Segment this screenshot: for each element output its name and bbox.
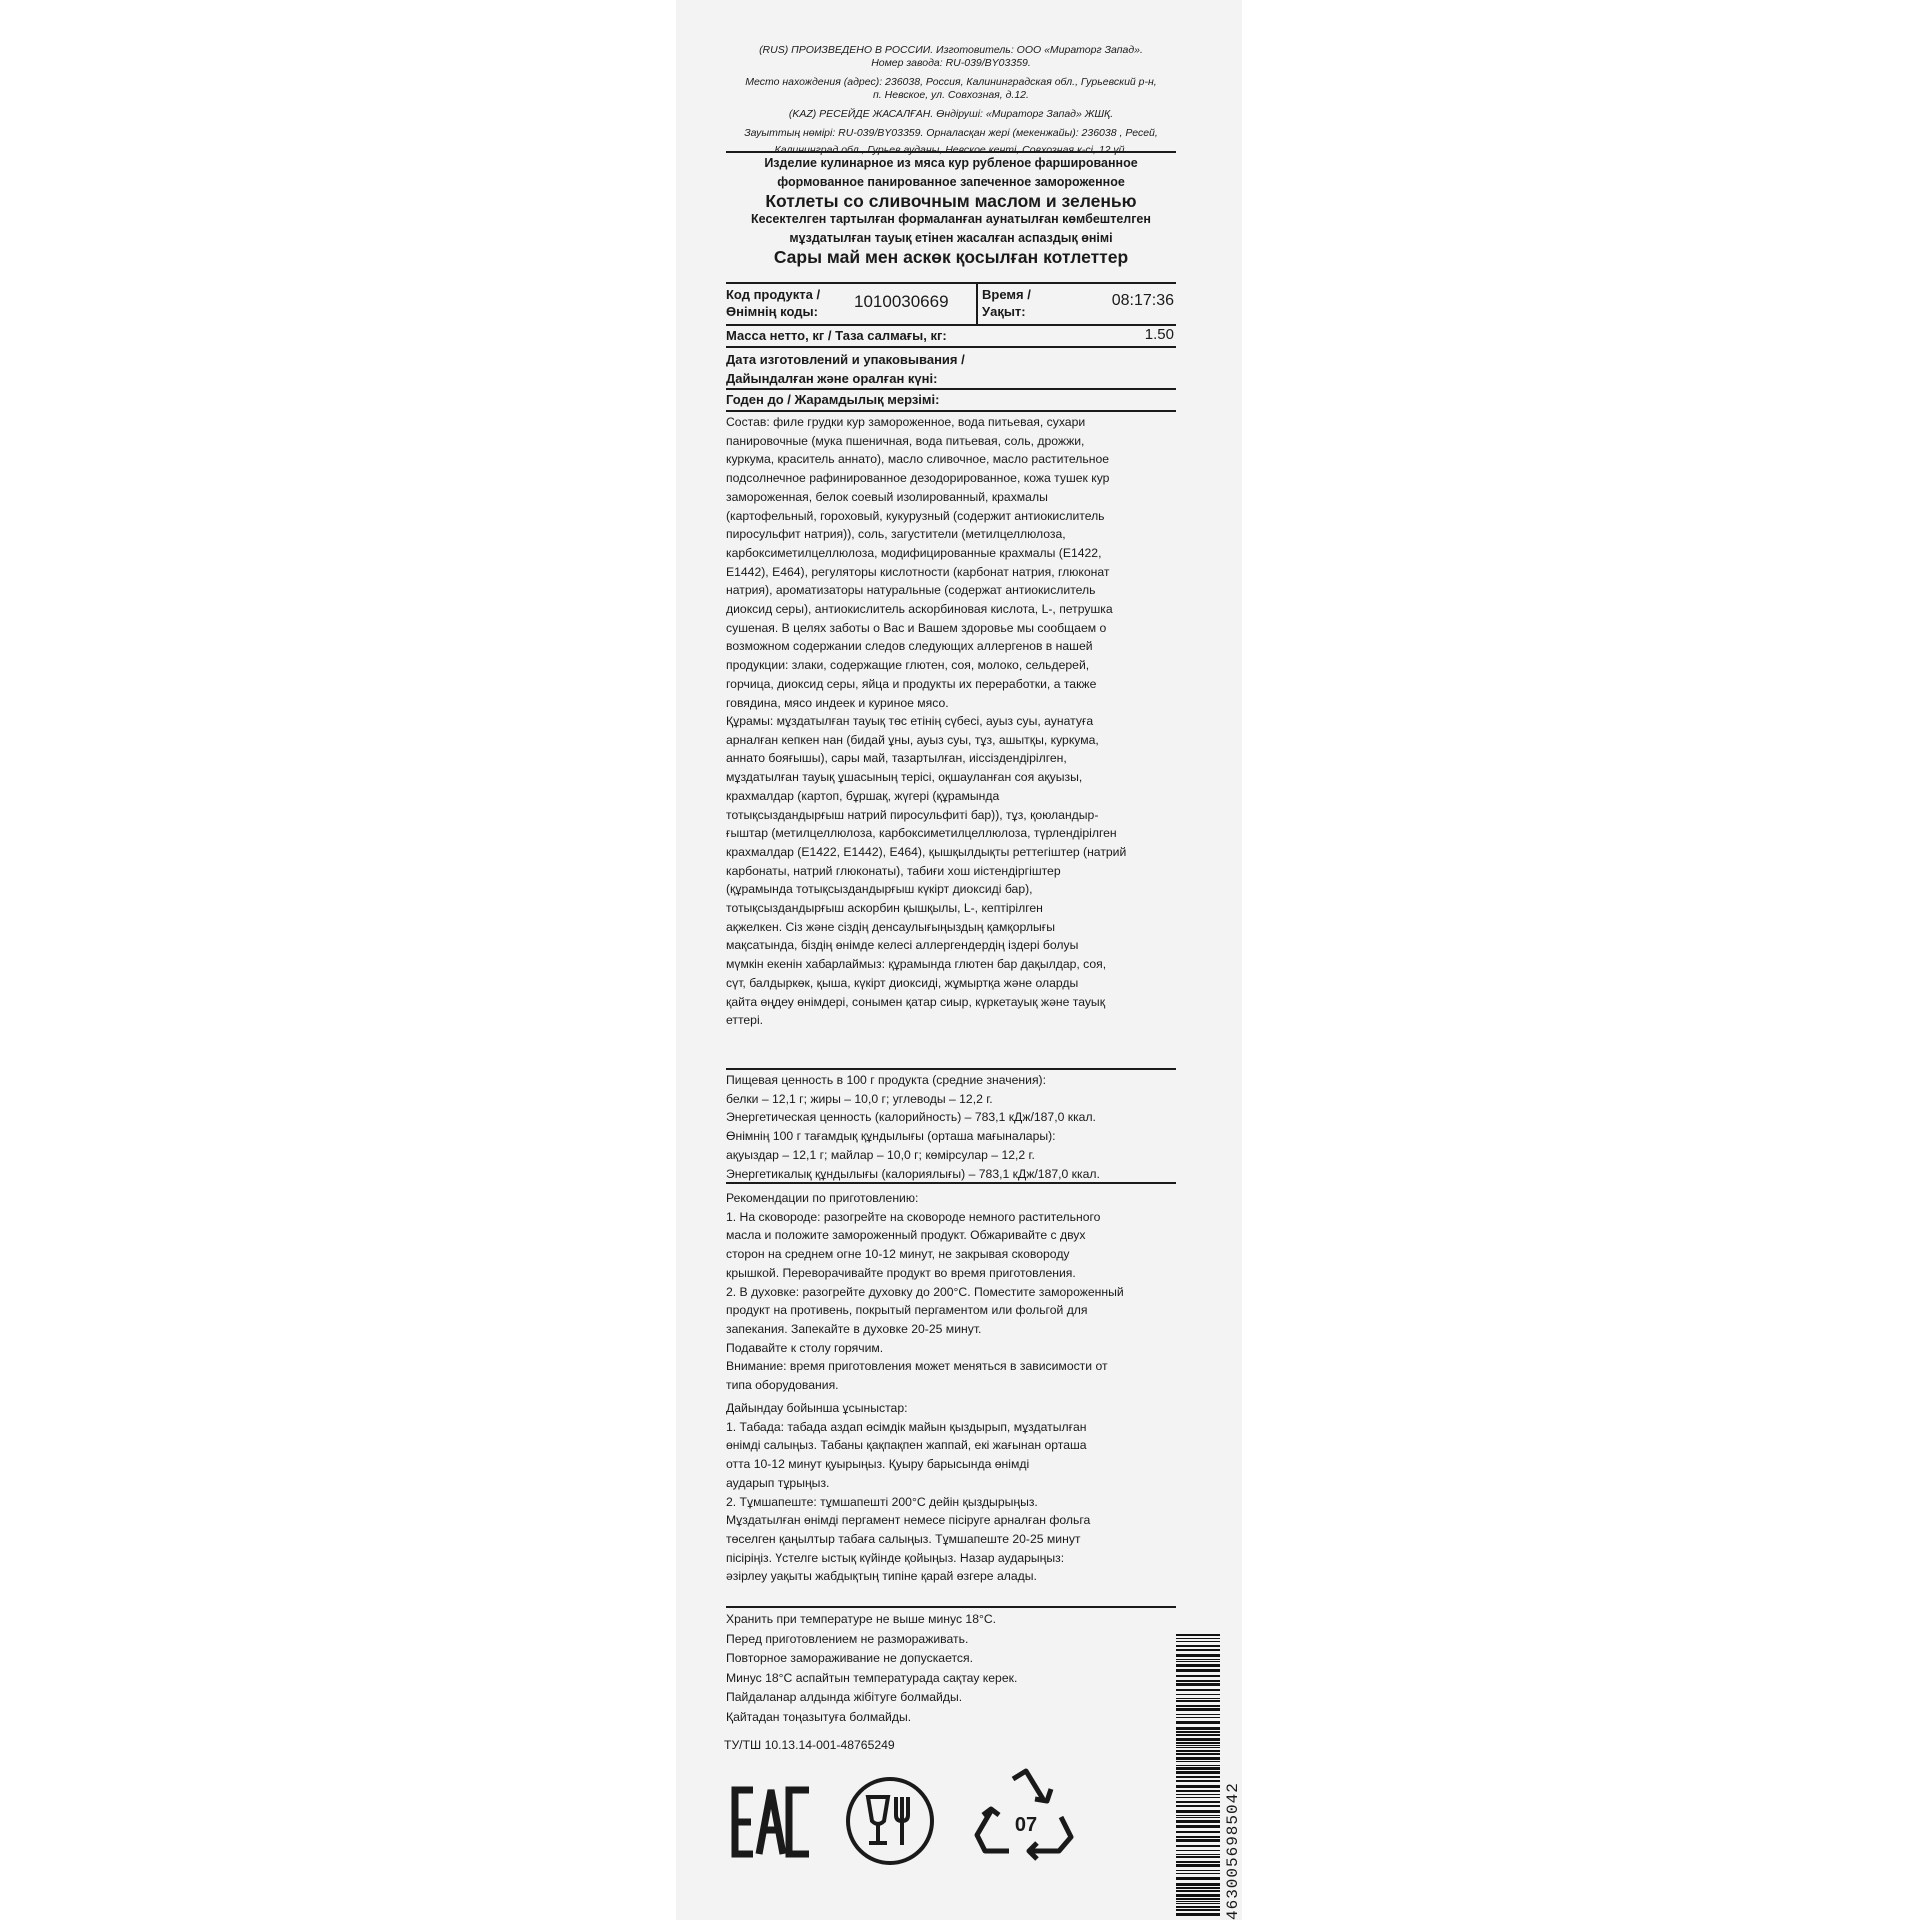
barcode-bar: [1176, 1738, 1220, 1741]
barcode-bar: [1176, 1890, 1220, 1892]
manufacturer-rus-line: (RUS) ПРОИЗВЕДЕНО В РОССИИ. Изготовитель: ООО «Мираторг Запад».: [759, 44, 1143, 56]
divider: [726, 1182, 1176, 1184]
barcode-bar: [1176, 1856, 1220, 1858]
barcode-bar: [1176, 1836, 1220, 1838]
cooking-ru: Рекомендации по приготовлению: 1. На сковороде: разогрейте на сковороде немного растительного масла и положите замороженный продукт. Обжаривайте с двух сторон на среднем огне 10-12 минут, не закрывая сковороду крышкой. Переворачивайте продукт во время приготовления. 2. В духовке: разогрейте духовку до 200°С. Поместите замороженный продукт на противень, покрытый пергаментом или фольгой для запекания. Запекайте в духовке 20-25 минут. Подавайте к столу горячим. Внимание: время приготовления может меняться в зависимости от типа оборудования.: [726, 1191, 1124, 1393]
expiry-row: [726, 392, 1176, 412]
barcode-bar: [1176, 1854, 1220, 1855]
manufacturer-kaz-line: Зауыттың нөмірі: RU-039/BY03359. Орналасқан жері (мекенжайы): 236038 , Ресей,: [744, 127, 1158, 139]
barcode-bar: [1176, 1717, 1220, 1718]
food-contact-mark: [844, 1775, 936, 1867]
nutrition-info: Пищевая ценность в 100 г продукта (средние значения): белки – 12,1 г; жиры – 10,0 г; углеводы – 12,2 г. Энергетическая ценность (калорийность) – 783,1 кДж/187,0 ккал. Өнімнің 100 г тағамдық құндылығы (орташа мағыналары): ақуыздар – 12,1 г; майлар – 10,0 г; көмірсулар – 12,2 г. Энергетикалық құндылығы (калориялығы) – 783,1 кДж/187,0 ккал.: [726, 1073, 1100, 1181]
barcode-bar: [1176, 1906, 1220, 1908]
barcode-bar: [1176, 1734, 1220, 1736]
barcode-bar: [1176, 1785, 1220, 1788]
mass-label: Масса нетто, кг / Таза салмағы, кг:: [726, 328, 947, 343]
expiry-label: Годен до / Жарамдылық мерзімі:: [726, 392, 940, 407]
barcode-bar: [1176, 1797, 1220, 1798]
product-desc-ru: формованное панированное запеченное замороженное: [777, 175, 1125, 189]
glass-fork-icon: [844, 1775, 936, 1867]
code-time-row: [726, 286, 1176, 326]
barcode-bar: [1176, 1757, 1220, 1760]
barcode-bar: [1176, 1805, 1220, 1807]
product-title-block: [726, 156, 1176, 268]
barcode-bar: [1176, 1790, 1220, 1792]
barcode-bar: [1176, 1649, 1220, 1651]
barcode-bar: [1176, 1638, 1220, 1639]
barcode-bar: [1176, 1776, 1220, 1778]
eac-icon: [731, 1782, 813, 1862]
code-value: 1010030669: [854, 292, 949, 311]
time-value: 08:17:36: [1111, 292, 1174, 309]
mass-value: 1.50: [1144, 326, 1174, 343]
barcode-bar: [1176, 1700, 1220, 1702]
barcode-bar: [1176, 1825, 1220, 1828]
date-label: Дайындалған және оралған күні:: [726, 371, 938, 386]
barcode-bar: [1176, 1810, 1220, 1813]
product-desc-ru: Изделие кулинарное из мяса кур рубленое фаршированное: [764, 156, 1138, 170]
barcode-bar: [1176, 1747, 1220, 1748]
cooking-kz: Дайындау бойынша ұсыныстар: 1. Табада: табада аздап өсімдік майын қыздырып, мұздатылған өнімді салыңыз. Табаны қақпақпен жаппай, екі жағынан орташа отта 10-12 минут қуырыңыз. Қуыру барысында өнімді аударып тұрыңыз. 2. Тұмшапеште: тұмшапешті 200°С дейін қыздырыңыз. Мұздатылған өнімді пергамент немесе пісіруге арналған фольга төселген қаңылтыр табаға салыңыз. Тұмшапеште 20-25 минут пісіріңіз. Үстелге ыстық күйінде қойыңыз. Назар аударыңыз: әзірлеу уақыты жабдықтың типіне қарай өзгере алады.: [726, 1401, 1091, 1584]
mass-row: [726, 328, 1176, 348]
eac-mark: [731, 1782, 813, 1862]
barcode-bar: [1176, 1870, 1220, 1871]
product-label: [676, 0, 1242, 1920]
barcode-bar: [1176, 1675, 1220, 1677]
time-label: Уақыт:: [982, 304, 1026, 319]
barcode-bar: [1176, 1742, 1220, 1744]
barcode-bar: [1176, 1708, 1220, 1711]
date-row: [726, 350, 1176, 390]
recycle-code: 07: [1014, 1814, 1038, 1836]
barcode-bar: [1176, 1641, 1220, 1642]
manufacturer-rus-line: п. Невское, ул. Совхозная, д.12.: [873, 89, 1029, 101]
barcode-bar: [1176, 1861, 1220, 1863]
barcode-bar: [1176, 1864, 1220, 1867]
manufacturer-rus-line: Номер завода: RU-039/BY03359.: [871, 57, 1031, 69]
barcode-bar: [1176, 1815, 1220, 1816]
barcode-bar: [1176, 1877, 1220, 1880]
divider: [976, 282, 978, 326]
barcode-number: 4630056985042: [1224, 1782, 1242, 1920]
barcode-bar: [1176, 1753, 1220, 1755]
recycle-icon: [971, 1765, 1081, 1875]
barcode-bar: [1176, 1898, 1220, 1900]
barcode-bar: [1176, 1913, 1220, 1916]
divider: [726, 282, 1176, 284]
barcode-bar: [1176, 1794, 1220, 1795]
standard-code: ТУ/ТШ 10.13.14-001-48765249: [724, 1738, 895, 1752]
product-desc-kz: Кесектелген тартылған формаланған аунатылған көмбештелген: [751, 212, 1151, 226]
barcode-bar: [1176, 1664, 1220, 1667]
barcode-bar: [1176, 1705, 1220, 1707]
product-name-ru: Котлеты со сливочным маслом и зеленью: [765, 191, 1137, 211]
barcode-bar: [1176, 1845, 1220, 1847]
manufacturer-kaz-line: Калининград обл., Гурьев ауданы, Невское кенті, Совхозная к-сі, 12 үй.: [774, 144, 1128, 156]
barcode-bar: [1176, 1721, 1220, 1724]
barcode-bars: [1176, 1630, 1220, 1920]
barcode-bar: [1176, 1654, 1220, 1657]
barcode-bar: [1176, 1659, 1220, 1660]
barcode-bar: [1176, 1714, 1220, 1715]
divider: [726, 1606, 1176, 1608]
recycle-mark: [971, 1765, 1081, 1875]
storage-info: Хранить при температуре не выше минус 18°С. Перед приготовлением не размораживать. Повторное замораживание не допускается. Минус 18°С аспайтын температурада сақтау керек. Пайдаланар алдында жібітуге болмайды. Қайтадан тоңазытуға болмайды.: [726, 1612, 1018, 1724]
barcode-bar: [1176, 1839, 1220, 1842]
product-name-kz: Сары май мен аскөк қосылған котлеттер: [773, 247, 1129, 267]
barcode-bar: [1176, 1850, 1220, 1851]
barcode-bar: [1176, 1634, 1220, 1636]
barcode-bar: [1176, 1694, 1220, 1695]
composition-kz: Құрамы: мұздатылған тауық төс етінің сүбесі, ауыз суы, аунатуға арналған кепкен нан (бидай ұны, ауыз суы, тұз, ашытқы, куркума, аннато бояғышы), сары май, тазартылған, иіссіздендірілген, мұздатылған тауық ұшасының терісі, оқшауланған соя ақуызы, крахмалдар (картоп, бұршақ, жүгері (құрамында тотықсыздандырғыш натрий пиросульфиті бар)), тұз, қоюландыр- ғыштар (метилцеллюлоза, карбоксиметилцеллюлоза, түрлендірілген крахмалдар (Е1422, Е1442), Е464), қышқылдықты реттегіштер (натрий карбонаты, натрий глюконаты), табиғи хош иістендіргіштер (құрамында тотықсыздандырғыш күкірт диоксиді бар), тотықсыздандырғыш аскорбин қышқылы, L-, кептірілген ақжелкен. Сіз және сіздің денсаулығыңыздың қамқорлығы мақсатында, біздің өнімде келесі аллергендердің іздері болуы мүмкін екенін хабарлаймыз: құрамында глютен бар дақылдар, соя, сүт, балдыркөк, қыша, күкірт диоксиді, жұмыртқа және оларды қайта өңдеу өнімдері, сонымен қатар сиыр, күркетауық және тауық еттері.: [726, 714, 1127, 1028]
time-label: Время /: [982, 287, 1031, 302]
barcode-bar: [1176, 1745, 1220, 1746]
product-desc-kz: мұздатылған тауық етінен жасалған аспаздық өнімі: [789, 231, 1113, 245]
barcode-bar: [1176, 1698, 1220, 1699]
barcode-bar: [1176, 1771, 1220, 1774]
barcode-bar: [1176, 1801, 1220, 1803]
composition-ru: Состав: филе грудки кур замороженное, вода питьевая, сухари панировочные (мука пшеничная, вода питьевая, соль, дрожжи, куркума, краситель аннато), масло сливочное, масло растительное подсолнечное рафинированное дезодорированное, кожа тушек кур замороженная, белок соевый изолированный, крахмалы (картофельный, гороховый, кукурузный (содержит антиокислитель пиросульфит натрия)), соль, загустители (метилцеллюлоза, карбоксиметилцеллюлоза, модифицированные крахмалы (Е1422, Е1442), Е464), регуляторы кислотности (карбонат натрия, глюконат натрия), ароматизаторы натуральные (содержат антиокислитель диоксид серы), антиокислитель аскорбиновая кислота, L-, петрушка сушеная. В целях заботы о Вас и Вашем здоровье мы сообщаем о возможном содержании следов следующих аллергенов в нашей продукции: злаки, содержащие глютен, соя, молоко, сельдерей, горчица, диоксид серы, яйца и продукты их переработки, а также говядина, мясо индеек и куриное мясо.: [726, 415, 1113, 710]
barcode-bar: [1176, 1903, 1220, 1904]
divider: [726, 1068, 1176, 1070]
barcode-bar: [1176, 1680, 1220, 1682]
barcode-bar: [1176, 1767, 1220, 1770]
manufacturer-block: [726, 44, 1176, 157]
barcode-bar: [1176, 1883, 1220, 1886]
barcode-bar: [1176, 1661, 1220, 1662]
barcode-bar: [1176, 1820, 1220, 1823]
divider: [726, 324, 1176, 326]
barcode-bar: [1176, 1894, 1220, 1897]
barcode-bar: [1176, 1727, 1220, 1730]
barcode-bar: [1176, 1873, 1220, 1874]
divider: [726, 151, 1176, 153]
barcode-bar: [1176, 1901, 1220, 1902]
barcode-bar: [1176, 1780, 1220, 1782]
manufacturer-kaz-line: (KAZ) РЕСЕЙДЕ ЖАСАЛҒАН. Өндіруші: «Мираторг Запад» ЖШҚ.: [788, 108, 1114, 120]
barcode-bar: [1176, 1909, 1220, 1911]
barcode-bar: [1176, 1645, 1220, 1647]
barcode-bar: [1176, 1817, 1220, 1818]
code-label: Код продукта /: [726, 287, 821, 302]
barcode-bar: [1176, 1683, 1220, 1686]
manufacturer-rus-line: Место нахождения (адрес): 236038, Россия, Калининградская обл., Гурьевский р-н,: [745, 76, 1157, 88]
barcode-bar: [1176, 1669, 1220, 1672]
code-label: Өнімнің коды:: [726, 304, 818, 319]
barcode-bar: [1176, 1831, 1220, 1833]
barcode-bar: [1176, 1761, 1220, 1762]
barcode-bar: [1176, 1765, 1220, 1766]
date-label: Дата изготовлений и упаковывания /: [726, 352, 965, 367]
barcode-bar: [1176, 1750, 1220, 1752]
barcode-bar: [1176, 1887, 1220, 1889]
barcode-bar: [1176, 1731, 1220, 1733]
barcode-bar: [1176, 1689, 1220, 1691]
